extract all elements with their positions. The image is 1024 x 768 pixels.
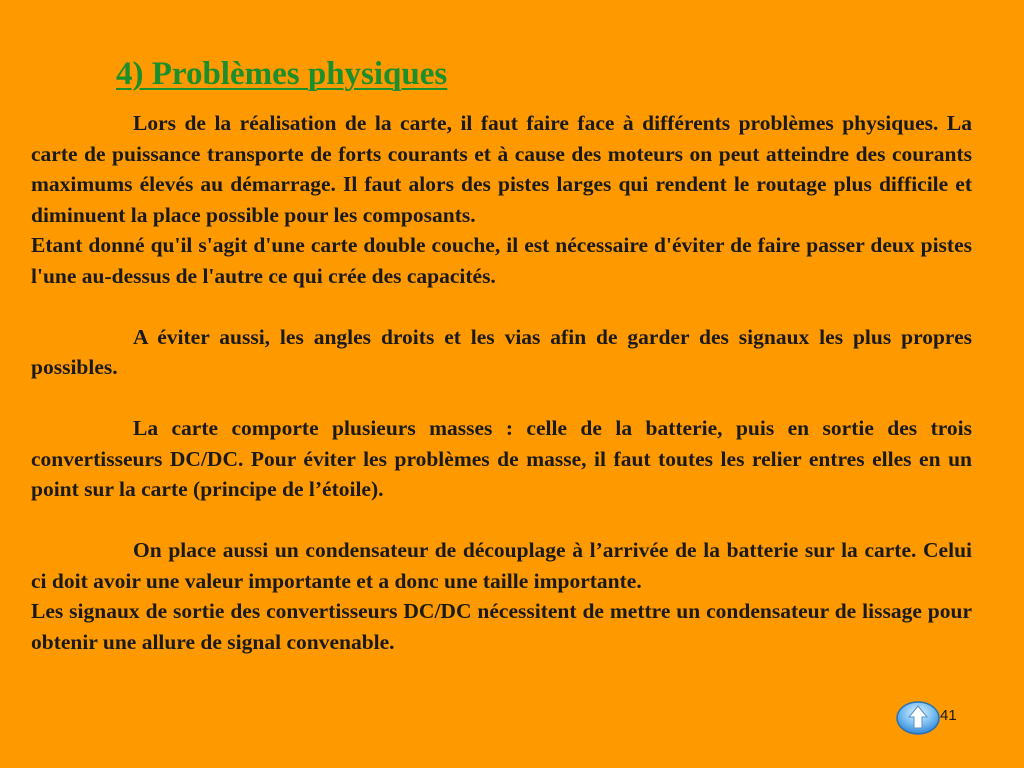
paragraph-grounds: La carte comporte plusieurs masses : celle de la batterie, puis en sortie des trois convertisseurs DC/DC. Pour éviter les problèmes de masse, il faut toutes les relier entres elles en un point sur la carte (principe de l’étoile). xyxy=(31,416,972,501)
slide-title: 4) Problèmes physiques xyxy=(116,56,448,92)
paragraph-decoupling-capacitor: On place aussi un condensateur de découplage à l’arrivée de la batterie sur la carte. Celui ci doit avoir une valeur importante et a donc une taille importante. xyxy=(31,538,972,593)
paragraph-routing-constraints: Lors de la réalisation de la carte, il faut faire face à différents problèmes physiques. La carte de puissance transporte de forts courants et à cause des moteurs on peut atteindre des courants maximums élevés au démarrage. Il faut alors des pistes larges qui rendent le routage plus difficile et diminuent la place possible pour les composants. xyxy=(31,111,972,227)
up-arrow-icon xyxy=(896,700,940,736)
paragraph-spacer xyxy=(31,383,972,414)
page-number: 41 xyxy=(940,707,957,724)
paragraph-angles-vias: A éviter aussi, les angles droits et les vias afin de garder des signaux les plus propres possibles. xyxy=(31,324,972,379)
slide-body xyxy=(31,108,972,657)
nav-up-button[interactable] xyxy=(896,700,940,736)
paragraph-spacer xyxy=(31,505,972,536)
paragraph-smoothing-capacitor: Les signaux de sortie des convertisseurs DC/DC nécessitent de mettre un condensateur de lissage pour obtenir une allure de signal convenable. xyxy=(31,599,972,654)
paragraph-spacer xyxy=(31,291,972,322)
paragraph-double-layer: Etant donné qu'il s'agit d'une carte double couche, il est nécessaire d'éviter de faire passer deux pistes l'une au-dessus de l'autre ce qui crée des capacités. xyxy=(31,233,972,288)
